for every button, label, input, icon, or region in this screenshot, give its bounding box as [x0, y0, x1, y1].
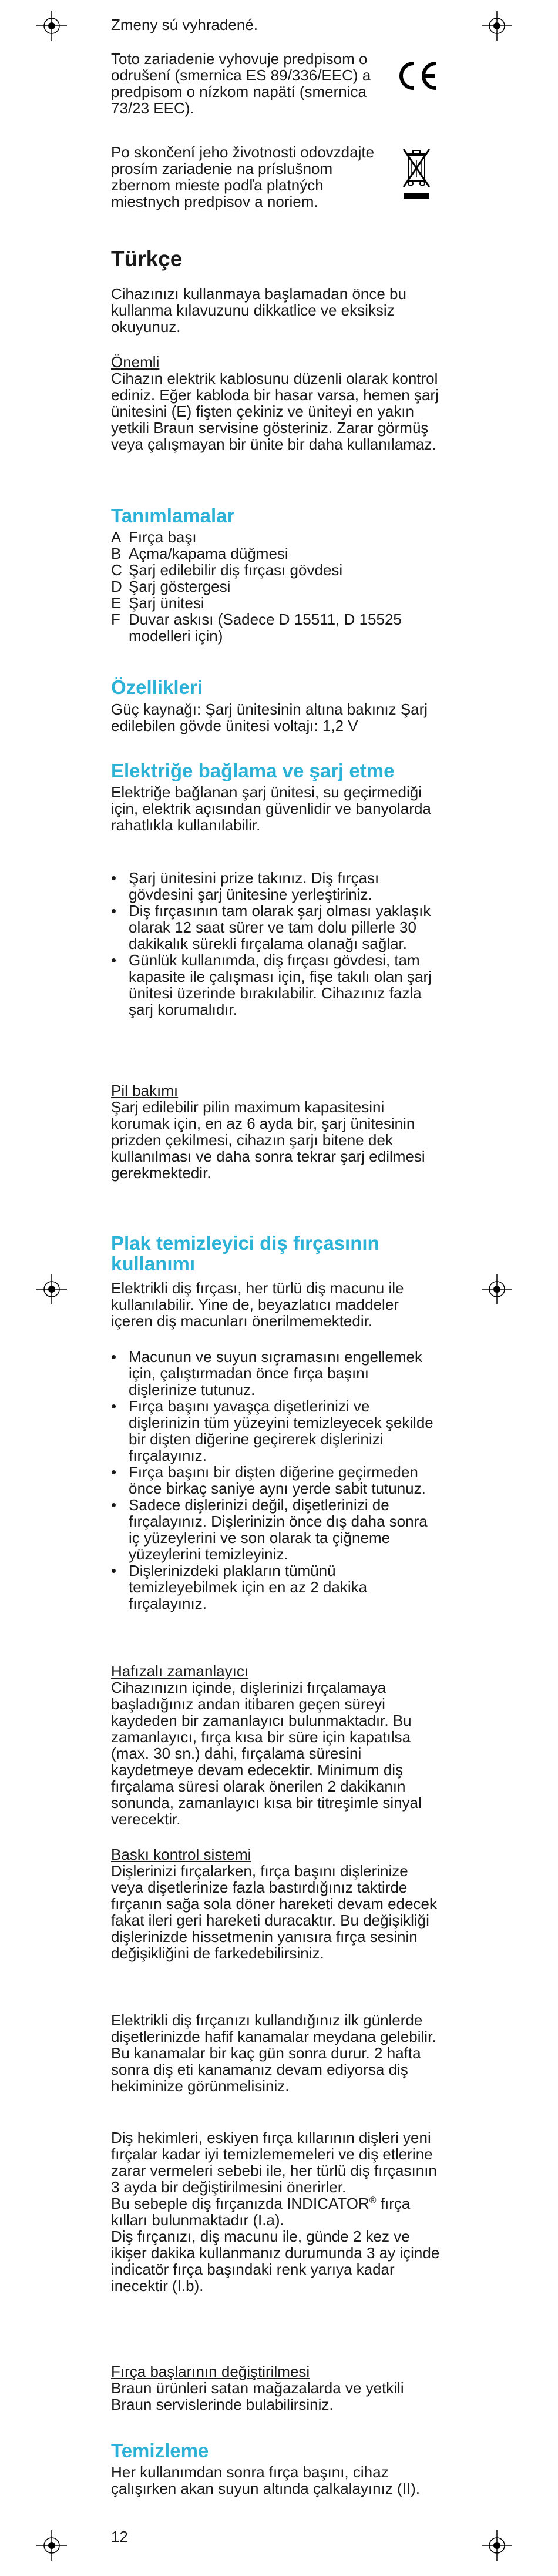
list-item [111, 611, 440, 644]
registration-mark-icon [482, 11, 512, 41]
part-label: Şarj edilebilir diş fırçası gövdesi [129, 561, 343, 579]
crossed-bin-icon [401, 147, 432, 201]
list-item [111, 562, 440, 578]
section-heading-temizleme: Temizleme [111, 2440, 209, 2461]
part-key: F [111, 611, 120, 628]
elektrik-bullet-list [111, 870, 440, 1018]
part-label: Fırça başı [129, 528, 197, 546]
onemli-heading: Önemli [111, 353, 160, 371]
part-label: Açma/kapama düğmesi [129, 545, 288, 562]
kanama-text: Elektrikli diş fırçanızı kullandığınız ilk günlerde dişetlerinizde hafif kanamalar meydana gelebilir. Bu kanamalar bir kaç gün sonra durur. 2 hafta sonra diş eti kanamanız devam ediyorsa diş hekiminize görünmelisiniz. [111, 2011, 436, 2095]
pil-text: Şarj edilebilir pilin maximum kapasitesini korumak için, en az 6 ayda bir, şarj ünitesinin prizden çekilmesi, cihazın şarjı bitene dek kullanılması ve daha sonra tekrar şarj edilmesi gerekmektedir. [111, 1098, 425, 1182]
list-item [111, 578, 440, 595]
part-key: B [111, 545, 122, 562]
section-heading-ozellikleri: Özellikleri [111, 676, 203, 698]
slovak-change-notice: Zmeny sú vyhradené. [111, 16, 258, 33]
onemli-text: Cihazın elektrik kablosunu düzenli olarak kontrol ediniz. Eğer kabloda bir hasar varsa, hemen şarj ünitesini (E) fişten çekiniz ve üniteyi en yakın yetkili Braun servisine gösteriniz. Zarar görmüş veya çalışmayan bir ünite bir daha kullanılamaz. [111, 370, 439, 453]
list-item [111, 529, 440, 545]
hekim-text [111, 2129, 440, 2294]
registration-mark-icon [36, 1274, 67, 1304]
plak-intro: Elektrikli diş fırçası, her türlü diş macunu ile kullanılabilir. Yine de, beyazlatıcı maddeler içeren diş macunları önerilmemektedir. [111, 1279, 404, 1330]
section-heading-elektrik: Elektriğe bağlama ve şarj etme [111, 760, 395, 781]
list-item: • Fırça başını bir dişten diğerine geçirmeden önce birkaç saniye aynı yerde sabit tutunuz. [111, 1464, 440, 1497]
indicator-sentence-end: fırça kılları bulunmaktadır (I.a). [111, 2195, 411, 2229]
list-item: • Fırça başını yavaşça dişetlerinizi ve dişlerinizin tüm yüzeyini temizleyecek şekilde bir dişten diğerine geçirerek dişlerinizi fırçalayınız. [111, 1398, 440, 1464]
hafizali-heading: Hafızalı zamanlayıcı [111, 1662, 249, 1680]
language-heading: Türkçe [111, 247, 183, 271]
list-item [111, 545, 440, 562]
part-key: D [111, 578, 122, 595]
hekim-sentence: Diş hekimleri, eskiyen fırça kıllarının dişleri yeni fırçalar kadar iyi temizlememeleri ve diş etlerine zarar vermeleri sebebi ile, her türlü diş fırçasının 3 ayda bir değiştirilmesini önerirler. [111, 2129, 437, 2196]
indicator-sentence: Bu sebeple diş fırçanızda INDICATOR [111, 2195, 369, 2212]
ozellikleri-text: Güç kaynağı: Şarj ünitesinin altına bakınız Şarj edilebilen gövde ünitesi voltajı: 1,2 V [111, 700, 428, 734]
part-label: Duvar askısı (Sadece D 15511, D 15525 modelleri için) [129, 611, 402, 645]
section-heading-plak: Plak temizleyici diş fırçasının kullanımı [111, 1232, 379, 1274]
section-heading-tanimlamalar: Tanımlamalar [111, 505, 235, 526]
part-key: A [111, 528, 122, 546]
indicator-detail: Diş fırçanızı, diş macunu ile, günde 2 kez ve ikişer dakika kullanmanız durumunda 3 ay içinde indicatör fırça başındaki renk yarıya kadar inecektir (I.b). [111, 2228, 440, 2295]
plak-bullet-list [111, 1349, 440, 1612]
list-item [111, 595, 440, 611]
turkish-intro: Cihazınızı kullanmaya başlamadan önce bu kullanma kılavuzunu dikkatlice ve eksiksiz okuyunuz. [111, 285, 406, 336]
list-item: • Diş fırçasının tam olarak şarj olması yaklaşık olarak 12 saat sürer ve tam dolu pillerle 30 dakikalık sürekli fırçalama olanağı sağlar. [111, 903, 440, 952]
registration-mark-icon [36, 2530, 67, 2561]
baski-text: Dişlerinizi fırçalarken, fırça başını dişlerinize veya dişetlerinize fazla bastırdığınız taktirde fırçanın sağa sola döner hareketi devam edecek fakat ileri geri hareketi duracaktır. Bu değişikliği dişlerinizde hissetmenin yanısıra fırça sesinin değişikliğini de farkedebilirsiniz. [111, 1862, 438, 1962]
temizleme-text: Her kullanımdan sonra fırça başını, cihaz çalışırken akan suyun altında çalkalayınız (II). [111, 2463, 421, 2497]
parts-list [111, 529, 440, 644]
registration-mark-icon [482, 1274, 512, 1304]
ce-mark-icon [395, 59, 438, 93]
elektrik-intro: Elektriğe bağlanan şarj ünitesi, su geçirmediği için, elektrik açısından güvenlidir ve banyolarda rahatlıkla kullanılabilir. [111, 783, 431, 834]
registration-mark-icon [482, 2530, 512, 2561]
list-item: • Şarj ünitesini prize takınız. Diş fırçası gövdesini şarj ünitesine yerleştiriniz. [111, 870, 440, 903]
list-item: • Dişlerinizdeki plakların tümünü temizleyebilmek için en az 2 dakika fırçalayınız. [111, 1562, 440, 1612]
part-key: C [111, 561, 122, 579]
list-item: • Sadece dişlerinizi değil, dişetlerinizi de fırçalayınız. Dişlerinizin önce dış daha sonra iç yüzeylerini ve son olarak ta çiğneme yüzeylerini temizleyiniz. [111, 1497, 440, 1562]
list-item: • Macunun ve suyun sıçramasını engellemek için, çalıştırmadan önce fırça başını dişlerinize tutunuz. [111, 1349, 440, 1398]
registration-mark-icon [36, 11, 67, 41]
page-number: 12 [111, 2528, 128, 2545]
degis-heading: Fırça başlarının değiştirilmesi [111, 2363, 310, 2380]
slovak-disposal-text: Po skončení jeho životnosti odovzdajte prosím zariadenie na príslušnom zbernom mieste podľa platných miestnych predpisov a noriem. [111, 143, 375, 210]
hafizali-text: Cihazınızın içinde, dişlerinizi fırçalamaya başladığınız andan itibaren geçen süreyi kaydeden bir zamanlayıcı bulunmaktadır. Bu zamanlayıcı, fırça kısa bir süre için kapatılsa (max. 30 sn.) dahi, fırçalama süresini kaydetmeye devam edecektir. Minimum diş fırçalama süresi olarak önerilen 2 dakikanın sonunda, zamanlayıcı kısa bir titreşimle sinyal verecektir. [111, 1679, 422, 1828]
part-label: Şarj göstergesi [129, 578, 231, 595]
part-key: E [111, 594, 122, 612]
baski-heading: Baskı kontrol sistemi [111, 1846, 251, 1863]
degis-text: Braun ürünleri satan mağazalarda ve yetkili Braun servislerinde bulabilirsiniz. [111, 2379, 404, 2413]
part-label: Şarj ünitesi [129, 594, 204, 612]
list-item: • Günlük kullanımda, diş fırçası gövdesi, tam kapasite ile çalışması için, fişe takılı olan şarj ünitesi üzerinde bırakılabilir. Cihazınız fazla şarj korumalıdır. [111, 952, 440, 1018]
slovak-ce-text: Toto zariadenie vyhovuje predpisom o odrušení (smernica ES 89/336/EEC) a predpisom o nízkom napätí (smernica 73/23 EEC). [111, 50, 371, 117]
registered-mark: ® [369, 2195, 377, 2206]
pil-heading: Pil bakımı [111, 1082, 179, 1099]
